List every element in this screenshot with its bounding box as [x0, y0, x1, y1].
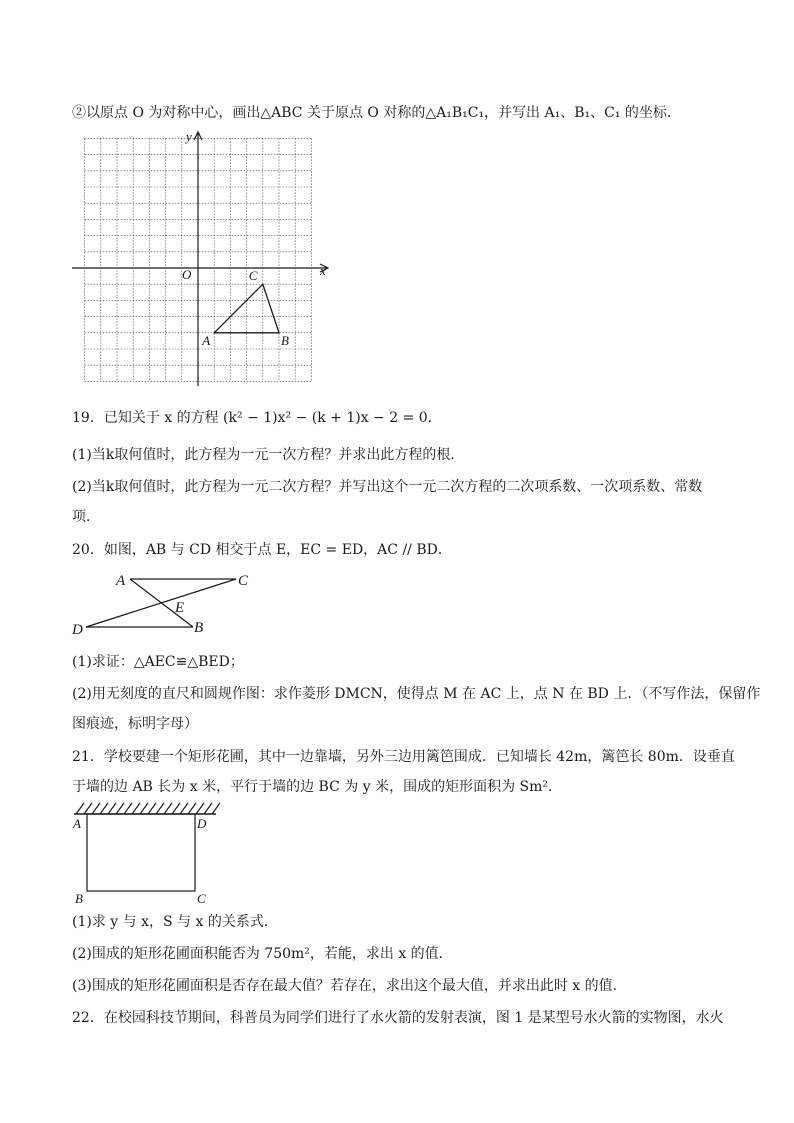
q21-part1: (1)求 y 与 x，S 与 x 的关系式．	[72, 914, 278, 930]
q20-label-e: E	[175, 600, 185, 616]
hatch-stroke	[156, 803, 164, 814]
q21-part2: (2)围成的矩形花圃面积能否为 750m²，若能，求出 x 的值．	[72, 946, 453, 962]
hatch-stroke	[76, 803, 84, 814]
q20-part2-line2: 图痕迹，标明字母）	[72, 716, 198, 732]
wall-hatching	[76, 803, 220, 814]
q21-label-d: D	[197, 816, 207, 831]
hatch-stroke	[84, 803, 92, 814]
hatch-stroke	[204, 803, 212, 814]
q21-part3: (3)围成的矩形花圃面积是否存在最大值？若存在，求出这个最大值，并求出此时 x 的值．	[72, 978, 627, 994]
hatch-stroke	[172, 803, 180, 814]
hatch-stroke	[140, 803, 148, 814]
q20-label-a: A	[116, 573, 126, 589]
q20-label-d: D	[72, 622, 83, 638]
hatch-stroke	[148, 803, 156, 814]
q19-part2-line2: 项．	[72, 509, 100, 525]
q18-part2-text: ②以原点 O 为对称中心，画出△ABC 关于原点 O 对称的△A₁B₁C₁，并写出 A₁、B₁、C₁ 的坐标．	[72, 105, 681, 121]
y-axis-label: y	[186, 129, 192, 144]
hatch-stroke	[132, 803, 140, 814]
hatch-stroke	[124, 803, 132, 814]
q19-part1: (1)当k取何值时，此方程为一元一次方程？并求出此方程的根．	[72, 447, 465, 463]
hatch-stroke	[92, 803, 100, 814]
hatch-stroke	[164, 803, 172, 814]
q19-stem: 19．已知关于 x 的方程 (k² − 1)x² − (k + 1)x − 2 = 0．	[72, 410, 442, 426]
vertex-label-c: C	[248, 268, 258, 284]
x-axis-label: x	[320, 263, 326, 278]
q20-part2-line1: (2)用无刻度的直尺和圆规作图：求作菱形 DMCN，使得点 M 在 AC 上，点 N 在 BD 上．（不写作法，保留作	[72, 686, 761, 702]
q21-label-b: B	[75, 891, 83, 906]
q20-label-b: B	[194, 620, 204, 636]
q21-label-c: C	[197, 891, 206, 906]
hatch-stroke	[188, 803, 196, 814]
hatch-stroke	[108, 803, 116, 814]
vertex-label-b: B	[281, 332, 289, 348]
q22-stem: 22．在校园科技节期间，科普员为同学们进行了水火箭的发射表演，图 1 是某型号水火箭的实物图，水火	[72, 1010, 724, 1026]
q20-part1: (1)求证：△AEC≌△BED；	[72, 654, 244, 670]
hatch-stroke	[180, 803, 188, 814]
garden-rect	[87, 814, 195, 891]
q21-stem-line1: 21．学校要建一个矩形花圃，其中一边靠墙，另外三边用篱笆围成．已知墙长 42m，篱笆长 80m．设垂直	[72, 749, 735, 765]
q19-part2-line1: (2)当k取何值时，此方程为一元二次方程？并写出这个一元二次方程的二次项系数、一次项系数、常数	[72, 479, 703, 495]
hatch-stroke	[196, 803, 204, 814]
vertex-label-a: A	[202, 332, 211, 348]
q21-stem-line2: 于墙的边 AB 长为 x 米，平行于墙的边 BC 为 y 米，围成的矩形面积为 Sm²．	[72, 779, 562, 795]
q20-stem: 20．如图，AB 与 CD 相交于点 E，EC = ED，AC // BD．	[72, 542, 452, 558]
hatch-stroke	[100, 803, 108, 814]
q20-label-c: C	[238, 573, 249, 589]
hatch-stroke	[116, 803, 124, 814]
hatch-stroke	[212, 803, 220, 814]
origin-label: O	[182, 267, 192, 282]
q21-label-a: A	[73, 816, 81, 831]
